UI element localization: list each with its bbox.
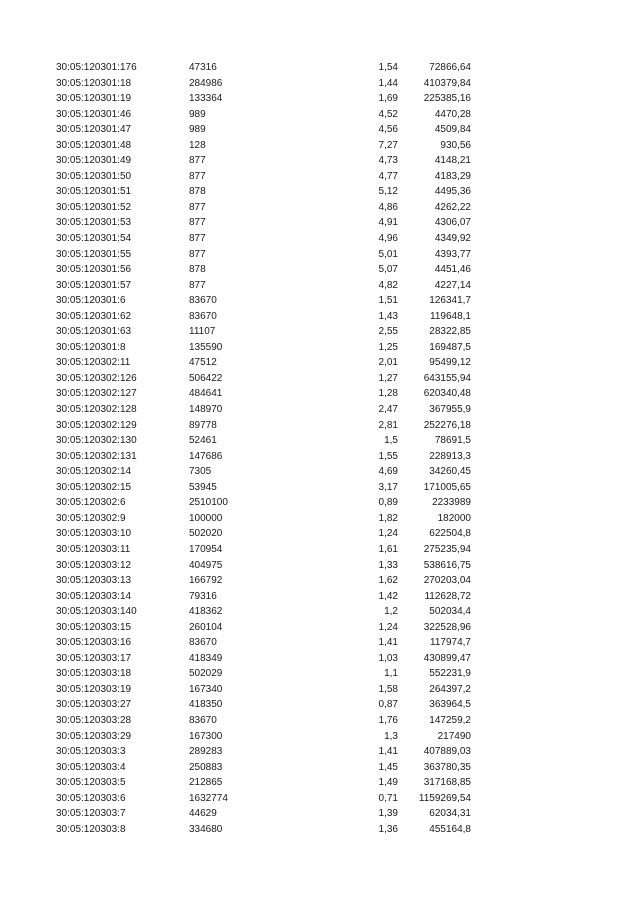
cell-total: 4349,92 (434, 233, 471, 245)
cell-total: 410379,84 (423, 77, 471, 89)
cell-cadastral-number: 30:05:120302:126 (56, 372, 137, 384)
cell-coefficient: 1,1 (384, 668, 398, 680)
cell-cadastral-number: 30:05:120302:6 (56, 497, 126, 509)
cell-cadastral-number: 30:05:120303:3 (56, 746, 126, 758)
cell-value: 289283 (189, 746, 223, 758)
cell-value: 79316 (189, 590, 217, 602)
cell-coefficient: 2,01 (378, 357, 398, 369)
cell-total: 228913,3 (429, 450, 471, 462)
cell-value: 502020 (189, 528, 223, 540)
cell-value: 11107 (189, 326, 216, 338)
table-row (0, 293, 640, 309)
table-row (0, 713, 640, 729)
cell-coefficient: 0,71 (378, 792, 398, 804)
cell-total: 95499,12 (429, 357, 471, 369)
cell-value: 284986 (189, 77, 223, 89)
cell-cadastral-number: 30:05:120302:130 (56, 435, 137, 447)
cell-total: 2233989 (432, 497, 471, 509)
cell-total: 620340,48 (423, 388, 471, 400)
cell-cadastral-number: 30:05:120302:14 (56, 466, 132, 478)
cell-cadastral-number: 30:05:120303:14 (56, 590, 132, 602)
cell-cadastral-number: 30:05:120301:52 (56, 201, 132, 213)
cell-total: 217490 (437, 730, 471, 742)
cell-value: 418349 (189, 652, 223, 664)
cell-coefficient: 4,96 (378, 233, 398, 245)
cell-cadastral-number: 30:05:120302:128 (56, 404, 137, 416)
cell-cadastral-number: 30:05:120302:15 (56, 481, 132, 493)
cell-value: 100000 (189, 512, 223, 524)
cell-cadastral-number: 30:05:120303:11 (56, 543, 131, 555)
cell-coefficient: 1,43 (378, 310, 398, 322)
cell-value: 83670 (189, 295, 217, 307)
cell-coefficient: 1,62 (378, 575, 398, 587)
table-row (0, 589, 640, 605)
cell-total: 4148,21 (434, 155, 471, 167)
cell-coefficient: 1,39 (378, 808, 398, 820)
table-row (0, 791, 640, 807)
cell-value: 167340 (189, 683, 223, 695)
cell-total: 643155,94 (423, 372, 471, 384)
cell-value: 83670 (189, 310, 217, 322)
cell-total: 4306,07 (434, 217, 471, 229)
table-row (0, 309, 640, 325)
cell-value: 170954 (189, 543, 223, 555)
cell-coefficient: 4,82 (378, 279, 398, 291)
cell-cadastral-number: 30:05:120301:6 (56, 295, 126, 307)
cell-cadastral-number: 30:05:120301:53 (56, 217, 132, 229)
cell-coefficient: 1,44 (378, 77, 398, 89)
cell-total: 407889,03 (423, 746, 471, 758)
cell-value: 877 (189, 201, 206, 213)
cell-value: 166792 (189, 575, 223, 587)
cell-coefficient: 1,55 (378, 450, 398, 462)
cell-coefficient: 4,52 (378, 108, 398, 120)
cell-value: 83670 (189, 637, 217, 649)
cell-value: 250883 (189, 761, 223, 773)
cell-value: 148970 (189, 404, 223, 416)
cell-cadastral-number: 30:05:120303:27 (56, 699, 132, 711)
table-row (0, 729, 640, 745)
cell-total: 363780,35 (423, 761, 471, 773)
cell-total: 4262,22 (434, 201, 471, 213)
cell-total: 225385,16 (423, 93, 471, 105)
cell-coefficient: 1,82 (378, 512, 398, 524)
cell-coefficient: 1,69 (378, 93, 398, 105)
cell-total: 117974,7 (430, 637, 471, 649)
table-row (0, 153, 640, 169)
cell-cadastral-number: 30:05:120301:18 (56, 77, 132, 89)
cell-value: 877 (189, 279, 206, 291)
cell-coefficient: 4,77 (378, 170, 398, 182)
cell-value: 484641 (189, 388, 223, 400)
table-row (0, 666, 640, 682)
cell-total: 367955,9 (429, 404, 471, 416)
cell-coefficient: 0,87 (378, 699, 398, 711)
cell-value: 877 (189, 217, 206, 229)
cell-total: 930,56 (440, 139, 471, 151)
cell-coefficient: 1,33 (378, 559, 398, 571)
cell-cadastral-number: 30:05:120301:51 (56, 186, 132, 198)
cell-cadastral-number: 30:05:120303:140 (56, 606, 137, 618)
cell-coefficient: 2,47 (378, 404, 398, 416)
cell-cadastral-number: 30:05:120303:10 (56, 528, 132, 540)
cell-cadastral-number: 30:05:120301:50 (56, 170, 132, 182)
cell-cadastral-number: 30:05:120302:127 (56, 388, 137, 400)
table-row (0, 744, 640, 760)
cell-value: 877 (189, 248, 206, 260)
cell-cadastral-number: 30:05:120302:11 (56, 357, 131, 369)
cell-value: 83670 (189, 714, 217, 726)
table-row (0, 122, 640, 138)
table-row (0, 262, 640, 278)
cell-total: 182000 (437, 512, 471, 524)
table-row (0, 464, 640, 480)
cell-value: 989 (189, 124, 206, 136)
cell-total: 78691,5 (434, 435, 471, 447)
cell-coefficient: 1,42 (378, 590, 398, 602)
cell-cadastral-number: 30:05:120303:7 (56, 808, 126, 820)
cell-coefficient: 5,12 (378, 186, 398, 198)
table-row (0, 449, 640, 465)
cell-coefficient: 1,76 (378, 714, 398, 726)
table-row (0, 542, 640, 558)
table-row (0, 822, 640, 838)
cell-value: 878 (189, 264, 206, 276)
cell-coefficient: 0,89 (378, 497, 398, 509)
cell-total: 502034,4 (429, 606, 471, 618)
table-row (0, 558, 640, 574)
table-row (0, 651, 640, 667)
cell-cadastral-number: 30:05:120303:8 (56, 823, 126, 835)
cell-coefficient: 4,86 (378, 201, 398, 213)
cell-coefficient: 1,45 (378, 761, 398, 773)
cell-total: 552231,9 (429, 668, 471, 680)
cell-coefficient: 1,3 (384, 730, 398, 742)
cell-coefficient: 1,61 (378, 543, 398, 555)
cell-total: 119648,1 (430, 310, 471, 322)
cell-coefficient: 4,91 (378, 217, 398, 229)
data-table (0, 60, 640, 837)
cell-coefficient: 1,41 (378, 746, 398, 758)
cell-total: 147259,2 (429, 714, 471, 726)
cell-cadastral-number: 30:05:120303:28 (56, 714, 132, 726)
cell-coefficient: 1,03 (378, 652, 398, 664)
cell-value: 404975 (189, 559, 223, 571)
table-row (0, 760, 640, 776)
cell-value: 334680 (189, 823, 223, 835)
cell-coefficient: 4,56 (378, 124, 398, 136)
cell-cadastral-number: 30:05:120301:46 (56, 108, 132, 120)
table-row (0, 355, 640, 371)
cell-cadastral-number: 30:05:120301:55 (56, 248, 132, 260)
cell-coefficient: 1,25 (378, 341, 398, 353)
table-row (0, 91, 640, 107)
cell-value: 877 (189, 170, 206, 182)
table-row (0, 324, 640, 340)
cell-cadastral-number: 30:05:120303:4 (56, 761, 126, 773)
cell-coefficient: 1,51 (378, 295, 398, 307)
table-row (0, 231, 640, 247)
cell-coefficient: 1,24 (378, 528, 398, 540)
cell-total: 264397,2 (429, 683, 471, 695)
cell-total: 4509,84 (434, 124, 471, 136)
cell-value: 53945 (189, 481, 217, 493)
cell-cadastral-number: 30:05:120303:13 (56, 575, 132, 587)
table-row (0, 697, 640, 713)
table-row (0, 775, 640, 791)
table-row (0, 138, 640, 154)
cell-total: 169487,5 (429, 341, 471, 353)
cell-cadastral-number: 30:05:120301:48 (56, 139, 132, 151)
cell-coefficient: 1,49 (378, 777, 398, 789)
cell-cadastral-number: 30:05:120301:176 (56, 62, 137, 73)
table-row (0, 340, 640, 356)
cell-coefficient: 1,27 (378, 372, 398, 384)
cell-value: 7305 (189, 466, 212, 478)
cell-total: 171005,65 (423, 481, 471, 493)
cell-cadastral-number: 30:05:120301:19 (56, 93, 132, 105)
table-row (0, 511, 640, 527)
cell-total: 252276,18 (423, 419, 471, 431)
cell-value: 2510100 (189, 497, 228, 509)
cell-value: 877 (189, 233, 206, 245)
cell-total: 62034,31 (429, 808, 471, 820)
table-row (0, 418, 640, 434)
table-row (0, 433, 640, 449)
cell-coefficient: 1,36 (378, 823, 398, 835)
cell-total: 112628,72 (424, 590, 471, 602)
table-row (0, 682, 640, 698)
table-row (0, 76, 640, 92)
table-row (0, 480, 640, 496)
cell-coefficient: 2,81 (378, 419, 398, 431)
cell-value: 52461 (189, 435, 217, 447)
cell-total: 363964,5 (429, 699, 471, 711)
cell-total: 4393,77 (434, 248, 471, 260)
cell-cadastral-number: 30:05:120303:29 (56, 730, 132, 742)
table-row (0, 635, 640, 651)
cell-total: 455164,8 (429, 823, 471, 835)
cell-value: 502029 (189, 668, 223, 680)
table-row (0, 278, 640, 294)
table-row (0, 215, 640, 231)
cell-cadastral-number: 30:05:120303:5 (56, 777, 126, 789)
cell-total: 538616,75 (423, 559, 471, 571)
cell-total: 4451,46 (434, 264, 471, 276)
cell-coefficient: 1,54 (378, 62, 398, 73)
cell-coefficient: 7,27 (378, 139, 398, 151)
cell-cadastral-number: 30:05:120303:19 (56, 683, 132, 695)
cell-total: 34260,45 (429, 466, 471, 478)
cell-value: 47512 (189, 357, 217, 369)
table-row (0, 386, 640, 402)
cell-coefficient: 4,73 (378, 155, 398, 167)
cell-coefficient: 1,58 (378, 683, 398, 695)
cell-value: 1632774 (189, 792, 228, 804)
cell-value: 877 (189, 155, 206, 167)
cell-cadastral-number: 30:05:120302:9 (56, 512, 126, 524)
cell-value: 418350 (189, 699, 223, 711)
cell-total: 1159269,54 (418, 792, 471, 804)
table-row (0, 806, 640, 822)
table-row (0, 169, 640, 185)
table-row (0, 184, 640, 200)
table-row (0, 107, 640, 123)
cell-value: 167300 (189, 730, 223, 742)
cell-total: 275235,94 (423, 543, 471, 555)
cell-cadastral-number: 30:05:120301:62 (56, 310, 132, 322)
cell-coefficient: 1,24 (378, 621, 398, 633)
cell-total: 4470,28 (434, 108, 471, 120)
cell-cadastral-number: 30:05:120303:17 (56, 652, 132, 664)
cell-total: 270203,04 (423, 575, 471, 587)
cell-cadastral-number: 30:05:120301:49 (56, 155, 132, 167)
cell-value: 44629 (189, 808, 217, 820)
cell-total: 322528,96 (423, 621, 471, 633)
cell-value: 878 (189, 186, 206, 198)
cell-cadastral-number: 30:05:120303:16 (56, 637, 132, 649)
cell-total: 317168,85 (423, 777, 471, 789)
cell-value: 128 (189, 139, 206, 151)
cell-coefficient: 1,41 (378, 637, 398, 649)
cell-coefficient: 5,01 (378, 248, 398, 260)
cell-value: 506422 (189, 372, 223, 384)
cell-total: 28322,85 (429, 326, 471, 338)
cell-cadastral-number: 30:05:120301:57 (56, 279, 132, 291)
table-row (0, 247, 640, 263)
cell-total: 4227,14 (434, 279, 471, 291)
cell-cadastral-number: 30:05:120301:56 (56, 264, 132, 276)
cell-cadastral-number: 30:05:120301:47 (56, 124, 132, 136)
cell-coefficient: 1,28 (378, 388, 398, 400)
cell-cadastral-number: 30:05:120303:15 (56, 621, 132, 633)
cell-cadastral-number: 30:05:120303:12 (56, 559, 132, 571)
cell-value: 47316 (189, 62, 217, 73)
table-row (0, 620, 640, 636)
table-row (0, 495, 640, 511)
table-row (0, 604, 640, 620)
cell-total: 4183,29 (434, 170, 471, 182)
cell-value: 133364 (189, 93, 223, 105)
cell-coefficient: 3,17 (378, 481, 398, 493)
cell-value: 212865 (189, 777, 223, 789)
cell-cadastral-number: 30:05:120301:63 (56, 326, 132, 338)
cell-coefficient: 1,2 (384, 606, 398, 618)
cell-total: 126341,7 (429, 295, 471, 307)
cell-value: 418362 (189, 606, 223, 618)
table-row (0, 60, 640, 76)
table-row (0, 200, 640, 216)
cell-value: 135590 (189, 341, 223, 353)
cell-total: 72866,64 (429, 62, 471, 73)
cell-value: 89778 (189, 419, 217, 431)
cell-total: 622504,8 (429, 528, 471, 540)
cell-coefficient: 5,07 (378, 264, 398, 276)
cell-value: 260104 (189, 621, 223, 633)
cell-value: 147686 (189, 450, 223, 462)
cell-cadastral-number: 30:05:120302:131 (56, 450, 137, 462)
cell-coefficient: 4,69 (378, 466, 398, 478)
cell-cadastral-number: 30:05:120301:8 (56, 341, 126, 353)
cell-total: 430899,47 (423, 652, 471, 664)
cell-total: 4495,36 (434, 186, 471, 198)
cell-value: 989 (189, 108, 206, 120)
table-row (0, 573, 640, 589)
cell-cadastral-number: 30:05:120302:129 (56, 419, 137, 431)
table-row (0, 402, 640, 418)
table-row (0, 526, 640, 542)
cell-coefficient: 2,55 (378, 326, 398, 338)
cell-cadastral-number: 30:05:120303:6 (56, 792, 126, 804)
table-row (0, 371, 640, 387)
cell-cadastral-number: 30:05:120301:54 (56, 233, 132, 245)
cell-cadastral-number: 30:05:120303:18 (56, 668, 132, 680)
cell-coefficient: 1,5 (384, 435, 398, 447)
